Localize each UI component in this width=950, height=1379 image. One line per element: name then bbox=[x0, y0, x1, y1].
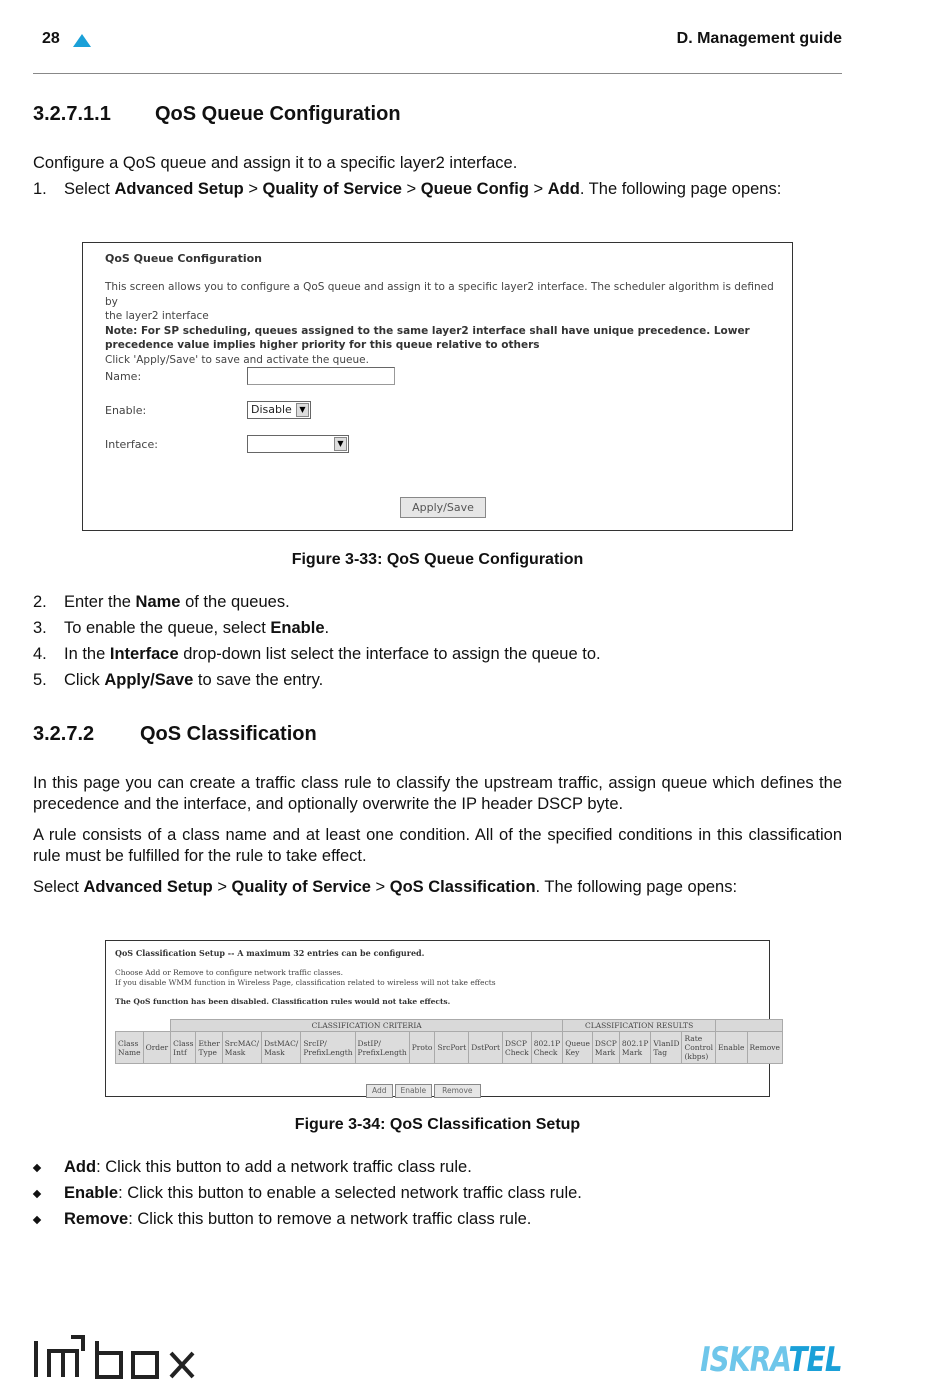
column-header: Queue Key bbox=[563, 1032, 593, 1064]
column-header: Enable bbox=[716, 1032, 747, 1064]
qos-queue-config-screenshot bbox=[82, 242, 793, 531]
name-label: Name: bbox=[105, 370, 142, 383]
section-heading-queue-config bbox=[33, 103, 401, 126]
classification-select-path bbox=[33, 877, 842, 898]
step-keyword: Enable bbox=[270, 619, 325, 637]
interface-label: Interface: bbox=[105, 438, 158, 451]
desc-line: the layer2 interface bbox=[105, 310, 209, 322]
column-header: SrcIP/ PrefixLength bbox=[301, 1032, 355, 1064]
step-number: 2. bbox=[33, 593, 47, 611]
page-number: 28 bbox=[42, 30, 60, 47]
menu-quality-of-service: Quality of Service bbox=[231, 878, 371, 896]
step-keyword: Interface bbox=[109, 645, 179, 663]
page-header bbox=[33, 30, 842, 50]
step-number: 5. bbox=[33, 671, 47, 689]
menu-queue-config: Queue Config bbox=[420, 180, 529, 198]
enable-select[interactable] bbox=[247, 401, 311, 419]
separator: > bbox=[401, 180, 421, 198]
results-group-header: CLASSIFICATION RESULTS bbox=[563, 1020, 716, 1032]
section-title: QoS Queue Configuration bbox=[155, 103, 401, 125]
column-header: 802.1P Mark bbox=[619, 1032, 651, 1064]
step-text: . bbox=[324, 619, 330, 637]
bullet-icon bbox=[33, 1216, 41, 1224]
note-line: precedence value implies higher priority for this queue relative to others bbox=[105, 339, 540, 351]
step-keyword: Name bbox=[135, 593, 181, 611]
inbox-logo bbox=[33, 1333, 233, 1379]
intro-paragraph: Configure a QoS queue and assign it to a specific layer2 interface. bbox=[33, 154, 518, 172]
column-header: SrcMAC/ Mask bbox=[222, 1032, 261, 1064]
menu-advanced-setup: Advanced Setup bbox=[83, 878, 213, 896]
chevron-down-icon: ▼ bbox=[334, 437, 347, 451]
step-text: Enter the bbox=[64, 593, 136, 611]
section-number: 3.2.7.1.1 bbox=[33, 103, 111, 125]
guide-title: D. Management guide bbox=[676, 30, 842, 47]
bullet-keyword: Enable bbox=[64, 1184, 119, 1202]
figure-title: QoS Queue Configuration bbox=[105, 252, 263, 265]
column-header: Proto bbox=[409, 1032, 435, 1064]
step-text: . The following page opens: bbox=[579, 180, 782, 198]
step-text: In the bbox=[64, 645, 110, 663]
separator: > bbox=[243, 180, 263, 198]
step-text: To enable the queue, select bbox=[64, 619, 271, 637]
separator: > bbox=[528, 180, 548, 198]
separator: > bbox=[370, 878, 390, 896]
bullet-text: : Click this button to remove a network traffic class rule. bbox=[128, 1210, 532, 1228]
menu-quality-of-service: Quality of Service bbox=[262, 180, 402, 198]
column-header: DstIP/ PrefixLength bbox=[355, 1032, 409, 1064]
step-text: drop-down list select the interface to assign the queue to. bbox=[178, 645, 601, 663]
figure-caption-1: Figure 3-33: QoS Queue Configuration bbox=[291, 551, 584, 568]
step-text: Select bbox=[64, 180, 115, 198]
classification-paragraph-1: In this page you can create a traffic class rule to classify the upstream traffic, assign queue which defines the precedence and the interface, and optionally overwrite the IP header DSCP byte. bbox=[33, 774, 842, 813]
enable-button[interactable]: Enable bbox=[395, 1084, 433, 1098]
desc-line: This screen allows you to configure a QoS queue and assign it to a specific layer2 interface. The scheduler algorithm is defined by bbox=[105, 281, 774, 308]
step-number: 1. bbox=[33, 180, 47, 198]
classification-table bbox=[115, 1019, 783, 1064]
menu-advanced-setup: Advanced Setup bbox=[114, 180, 244, 198]
bullet-text: : Click this button to enable a selected network traffic class rule. bbox=[118, 1184, 582, 1202]
section-heading-classification bbox=[33, 723, 317, 746]
step-text: of the queues. bbox=[180, 593, 290, 611]
step-text: to save the entry. bbox=[193, 671, 324, 689]
empty-header bbox=[116, 1020, 171, 1032]
separator: > bbox=[212, 878, 232, 896]
qos-classification-screenshot bbox=[105, 940, 780, 1097]
column-header: DSCP Check bbox=[502, 1032, 531, 1064]
column-header: Order bbox=[143, 1032, 171, 1064]
column-header: SrcPort bbox=[435, 1032, 469, 1064]
menu-add: Add bbox=[547, 180, 580, 198]
name-input[interactable] bbox=[247, 367, 395, 385]
desc-line: Click 'Apply/Save' to save and activate the queue. bbox=[105, 353, 369, 366]
column-header: DstMAC/ Mask bbox=[262, 1032, 301, 1064]
info-line: If you disable WMM function in Wireless Page, classification related to wireless will not take effects bbox=[115, 978, 496, 987]
menu-qos-classification: QoS Classification bbox=[389, 878, 536, 896]
bullet-icon bbox=[33, 1164, 41, 1172]
bullet-keyword: Add bbox=[64, 1158, 97, 1176]
bullet-icon bbox=[33, 1190, 41, 1198]
step-text: Select bbox=[33, 878, 84, 896]
column-header: 802.1P Check bbox=[531, 1032, 563, 1064]
note-line: Note: For SP scheduling, queues assigned to the same layer2 interface shall have unique precedence. Lower bbox=[105, 324, 750, 337]
enable-select-value: Disable bbox=[251, 403, 292, 416]
column-header: VlanID Tag bbox=[651, 1032, 682, 1064]
bullet-text: : Click this button to add a network traffic class rule. bbox=[96, 1158, 472, 1176]
figure-description bbox=[105, 280, 785, 367]
step-number: 3. bbox=[33, 619, 47, 637]
empty-header bbox=[716, 1020, 783, 1032]
figure-caption-2: Figure 3-34: QoS Classification Setup bbox=[294, 1116, 581, 1133]
column-header: Class Intf bbox=[171, 1032, 196, 1064]
criteria-group-header: CLASSIFICATION CRITERIA bbox=[171, 1020, 563, 1032]
iskratel-logo: ISKRATEL bbox=[700, 1340, 842, 1379]
info-line: Choose Add or Remove to configure network traffic classes. bbox=[115, 968, 343, 977]
column-header: Remove bbox=[747, 1032, 782, 1064]
classification-buttons bbox=[366, 1078, 483, 1098]
header-divider bbox=[33, 73, 842, 74]
classification-paragraph-2: A rule consists of a class name and at least one condition. All of the specified conditions in this classification rule must be fulfilled for the rule to take effect. bbox=[33, 826, 842, 865]
disabled-warning: The QoS function has been disabled. Classification rules would not take effects. bbox=[115, 997, 451, 1006]
step-text: Click bbox=[64, 671, 105, 689]
interface-select[interactable] bbox=[247, 435, 349, 453]
apply-save-button[interactable]: Apply/Save bbox=[400, 497, 486, 518]
bullet-keyword: Remove bbox=[64, 1210, 129, 1228]
figure-title: QoS Classification Setup -- A maximum 32 entries can be configured. bbox=[115, 948, 425, 958]
step-text: . The following page opens: bbox=[535, 878, 738, 896]
add-button[interactable]: Add bbox=[366, 1084, 393, 1098]
column-header: DSCP Mark bbox=[592, 1032, 619, 1064]
triangle-icon bbox=[73, 34, 91, 47]
remove-button[interactable]: Remove bbox=[434, 1084, 480, 1098]
column-header: Class Name bbox=[116, 1032, 144, 1064]
column-header: Rate Control (kbps) bbox=[682, 1032, 716, 1064]
section-number: 3.2.7.2 bbox=[33, 723, 95, 745]
step-keyword: Apply/Save bbox=[104, 671, 194, 689]
step-number: 4. bbox=[33, 645, 47, 663]
chevron-down-icon: ▼ bbox=[296, 403, 309, 417]
section-title: QoS Classification bbox=[140, 723, 317, 745]
column-header: DstPort bbox=[469, 1032, 503, 1064]
enable-label: Enable: bbox=[105, 404, 147, 417]
column-header: Ether Type bbox=[196, 1032, 222, 1064]
